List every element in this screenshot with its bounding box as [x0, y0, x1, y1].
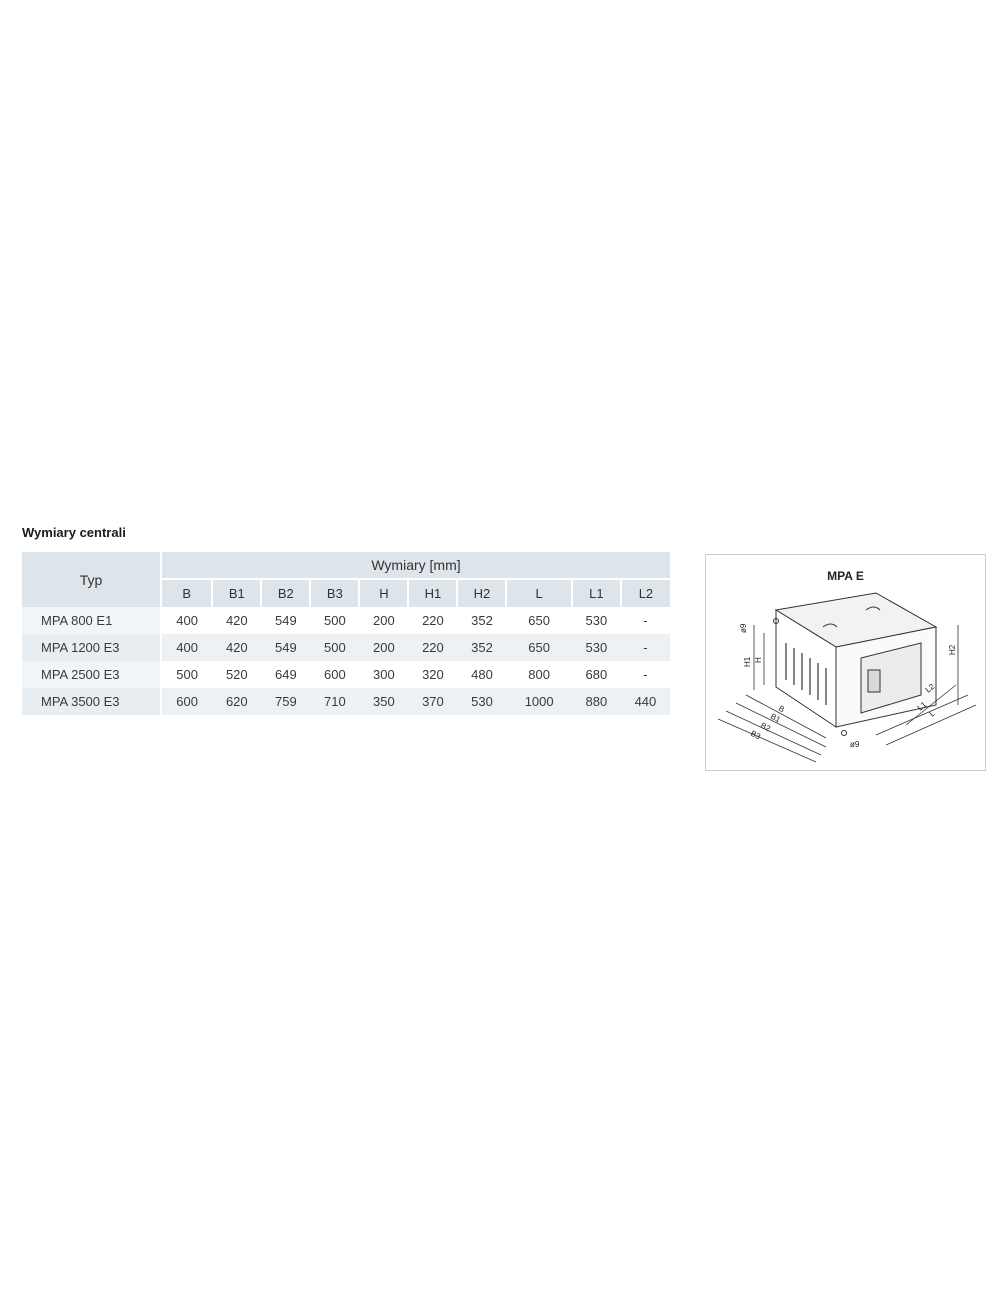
label-l: L	[927, 708, 937, 719]
table-cell: 352	[457, 634, 506, 661]
table-cell: 200	[359, 634, 408, 661]
label-b2: B2	[759, 720, 772, 734]
table-row	[22, 688, 670, 715]
column-header: B3	[310, 579, 359, 607]
table-cell: 800	[528, 667, 550, 682]
table-cell: 300	[373, 667, 395, 682]
unit-drawing	[706, 555, 985, 770]
column-header: B	[161, 579, 212, 607]
row-type-cell: MPA 800 E1	[22, 607, 161, 634]
column-header: B2	[261, 579, 310, 607]
table-cell: 549	[261, 634, 310, 661]
table-cell: 880	[572, 688, 621, 715]
label-h2: H2	[948, 644, 957, 655]
table-cell: 480	[471, 667, 493, 682]
table-cell: 370	[408, 688, 457, 715]
column-header: L	[506, 579, 571, 607]
mounting-hole-icon	[842, 731, 847, 736]
table-cell: 530	[572, 634, 621, 661]
table-cell: 220	[408, 634, 457, 661]
table-cell: 710	[310, 688, 359, 715]
row-type-cell: MPA 3500 E3	[22, 688, 161, 715]
label-b3: B3	[749, 728, 762, 742]
table-cell: 600	[161, 688, 212, 715]
table-cell: 320	[422, 667, 444, 682]
column-header: L2	[621, 579, 670, 607]
typ-header: Typ	[22, 552, 161, 607]
label-h: H	[754, 657, 763, 663]
table-row	[22, 634, 670, 661]
table-cell: -	[643, 613, 648, 628]
table-cell: 220	[422, 613, 444, 628]
table-cell: 620	[212, 688, 261, 715]
table-cell: 530	[457, 688, 506, 715]
label-h1: H1	[743, 656, 752, 667]
row-type-cell: MPA 1200 E3	[22, 634, 161, 661]
table-cell: 549	[274, 613, 297, 628]
label-phi9-bottom: ø9	[850, 740, 860, 749]
table-cell: 650	[528, 613, 550, 628]
table-cell: 500	[310, 634, 359, 661]
table-cell: 400	[161, 634, 212, 661]
table-cell: 680	[585, 667, 608, 682]
dimensions-table	[22, 552, 670, 715]
diagram-title: MPA E	[827, 569, 864, 583]
dimensions-group-header: Wymiary [mm]	[161, 552, 670, 579]
label-phi9-top: ø9	[739, 623, 748, 633]
column-header: L1	[572, 579, 621, 607]
row-type-cell: MPA 2500 E3	[22, 661, 161, 688]
table-cell: 500	[161, 661, 212, 688]
table-cell: 420	[212, 634, 261, 661]
label-b1: B1	[769, 711, 782, 725]
table-cell: 350	[359, 688, 408, 715]
column-header: H	[359, 579, 408, 607]
table-cell: 520	[225, 667, 248, 682]
table-cell: 650	[506, 634, 571, 661]
control-panel-icon	[868, 670, 880, 692]
dimension-diagram	[705, 554, 986, 771]
table-cell: 500	[324, 613, 346, 628]
table-cell: 200	[373, 613, 395, 628]
label-l2: L2	[923, 682, 937, 695]
table-cell: 600	[324, 667, 346, 682]
column-header: H2	[457, 579, 506, 607]
table-row	[22, 607, 670, 634]
table-cell: 400	[161, 607, 212, 634]
label-b: B	[777, 703, 787, 715]
table-cell: -	[621, 634, 670, 661]
table-cell: 440	[621, 688, 670, 715]
column-header: H1	[408, 579, 457, 607]
column-header: B1	[212, 579, 261, 607]
table-cell: 420	[225, 613, 248, 628]
section-title: Wymiary centrali	[22, 525, 126, 540]
table-cell: 530	[585, 613, 608, 628]
label-l1: L1	[915, 700, 929, 713]
table-cell: 759	[261, 688, 310, 715]
table-cell: 352	[471, 613, 493, 628]
table-cell: -	[643, 667, 648, 682]
table-cell: 1000	[506, 688, 571, 715]
table-cell: 649	[274, 667, 297, 682]
table-row	[22, 661, 670, 688]
